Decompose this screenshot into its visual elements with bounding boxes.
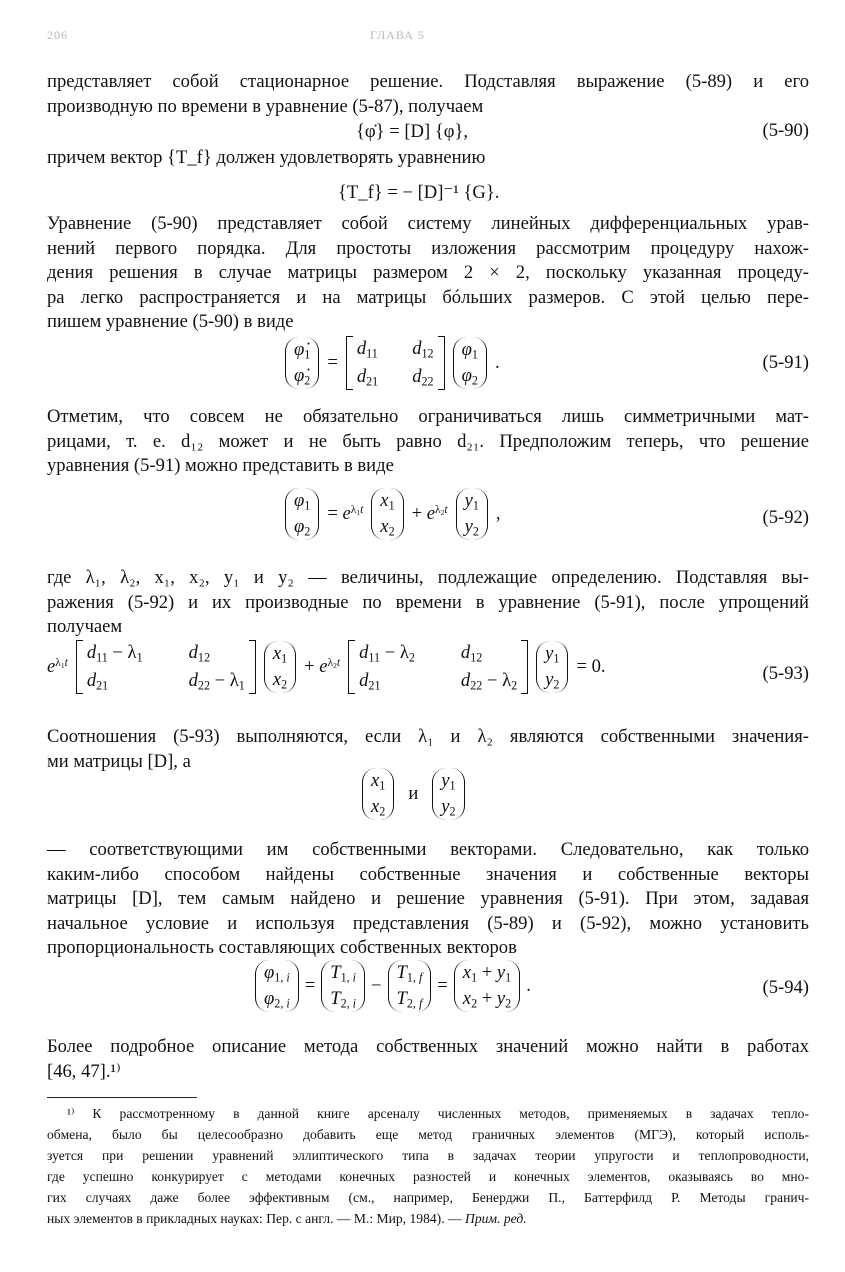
paragraph-5 [47,566,809,640]
text-line: — соответствующими им собственными векторами. Следовательно, как только [47,839,809,860]
equation-5-91: $\varphi̇_1$ $\varphi̇_2$ = $d_{11}$ $d_{12}$ $d_{21}$ $d_{22}$ $\varphi_1$ $\varphi_2$ . [285,336,500,390]
equation-number-5-91: (5-91) [762,352,809,373]
text-line: [46, 47].¹⁾ [47,1060,121,1082]
footnote-line: обмена, было бы целесообразно добавить еще метод граничных элементов (МГЭ), который исполь- [47,1127,809,1142]
text-line: Уравнение (5-90) представляет собой систему линейных дифференциальных урав- [47,213,809,234]
footnote-line: зуется при решении уравнений эллиптического типа в задачах теории упругости и теплопроводности, [47,1148,809,1163]
equation-eigenvectors: $x_1$ $x_2$ и $y_1$ $y_2$ [362,768,465,820]
text-line: пишем уравнение (5-90) в виде [47,311,294,333]
paragraph-1 [47,70,809,119]
running-head: ГЛАВА 5 [370,28,425,42]
text-line: ра легко распространяется и на матрицы бóльших размеров. С этой целью пере- [47,286,809,308]
footnote-line: гих случаях даже более эффективным (см., например, Бенерджи П., Баттерфилд Р. Методы гранич- [47,1190,809,1205]
equation-5-90: {φ̇} = [D] {φ}, [356,121,469,142]
text-line: Более подробное описание метода собственных значений можно найти в работах [47,1036,809,1057]
text-line: пропорциональность составляющих собственных векторов [47,937,517,959]
equation-number-5-92: (5-92) [762,507,809,528]
equation-5-92: $\varphi_1$ $\varphi_2$ = $e^{\lambda_1t}$ $x_1$ $x_2$ + $e^{\lambda_2t}$ $y_1$ $y_2$ , [285,488,501,540]
text-line: дения решения в случае матрицы размером 2 × 2, поскольку указанная процеду- [47,262,809,284]
footnote-line: ¹⁾ К рассмотренному в данной книге арсеналу численных методов, применяемых в задачах тепло- [67,1106,809,1121]
equation-5-94: $\varphi_{1, i}$ $\varphi_{2, i}$ = $T_{1, i}$ $T_{2, i}$ − $T_{1, f}$ $T_{2, f}$ = $x_1 + y_1$ $x_2 + y_2$ . [255,960,531,1012]
footnote-line [47,1208,809,1229]
paragraph-4 [47,405,809,479]
text-line: уравнения (5-91) можно представить в виде [47,455,394,477]
paragraph-6 [47,725,809,774]
editor-note-signature: Прим. ред. [465,1211,527,1226]
text-line: каким-либо способом найдены собственные значения и собственные векторы [47,863,809,885]
paragraph-7 [47,838,809,961]
text-line: Отметим, что совсем не обязательно ограничиваться лишь симметричными мат- [47,406,809,427]
text-line: матрицы [D], тем самым найдено и решение уравнения (5-91). При этом, задавая [47,888,809,910]
text-line: нений первого порядка. Для простоты изложения рассмотрим процедуру нахож- [47,237,809,259]
conjunction-and: и [408,783,419,804]
text-line: производную по времени в уравнение (5-87), получаем [47,95,484,117]
paragraph-3 [47,212,809,335]
equation-5-93-tail: = 0. [576,656,606,677]
footnote-separator [47,1097,197,1098]
text-line: Соотношения (5-93) выполняются, если λ₁ и λ₂ являются собственными значения- [47,726,809,747]
equation-number-5-93: (5-93) [762,663,809,684]
equation-tf: {T_f} = − [D]⁻¹ {G}. [338,182,500,203]
equation-5-93: $e^{\lambda_1t}$ $d_{11} - \lambda_1$ $d_{12}$ $d_{21}$ $d_{22} - \lambda_1$ $x_1$ $x_2$ + $e^{\lambda_2t}$ $d_{11} - \lambda_2$ $d_{12}$ $d_{21}$ $d_{22} - \lambda_2$ $y_1$ $y_2$ = 0. [47,642,606,693]
text-line: причем вектор {T_f} должен удовлетворять уравнению [47,147,486,168]
text-line: рицами, т. е. d₁₂ может и не быть равно d₂₁. Предположим теперь, что решение [47,430,809,452]
paragraph-8 [47,1035,809,1084]
footnote-line: где успешно конкурирует с методами конечных разностей и конечных элементов, оказываясь во мно- [47,1169,809,1184]
footnote-text: ных элементов в прикладных науках: Пер. с англ. — М.: Мир, 1984). — [47,1211,462,1226]
text-line: представляет собой стационарное решение. Подставляя выражение (5-89) и его [47,71,809,92]
text-line: ми матрицы [D], а [47,750,191,772]
text-line: ражения (5-92) и их производные по времени в уравнение (5-91), после упрощений [47,591,809,613]
text-line: получаем [47,616,123,638]
footnote [47,1103,809,1229]
text-line: начальное условие и используя представления (5-89) и (5-92), можно установить [47,912,809,934]
equation-number-5-90: (5-90) [762,120,809,141]
paragraph-2 [47,146,809,171]
text-line: где λ₁, λ₂, x₁, x₂, y₁ и y₂ — величины, подлежащие определению. Подставляя вы- [47,567,809,588]
equation-number-5-94: (5-94) [762,977,809,998]
page-number: 206 [47,28,68,42]
